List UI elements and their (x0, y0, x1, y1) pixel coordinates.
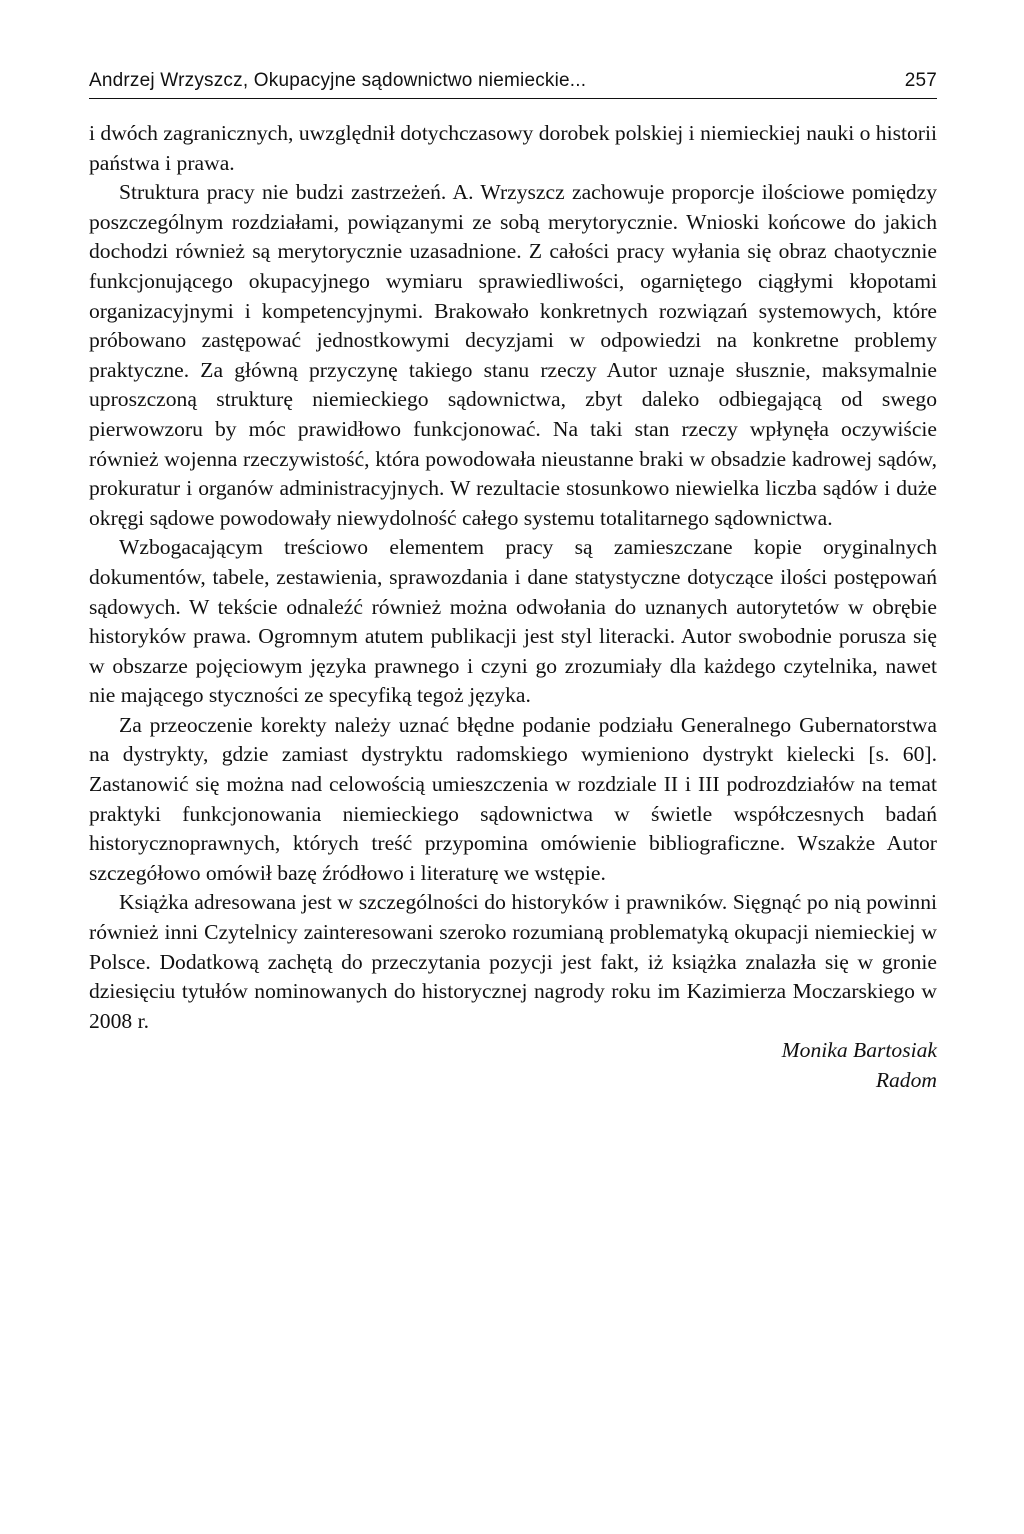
page-number: 257 (904, 70, 937, 91)
running-header (89, 70, 937, 99)
review-signature (89, 1036, 937, 1095)
running-title: Andrzej Wrzyszcz, Okupacyjne sądownictwo niemieckie... (89, 70, 587, 91)
paragraph-audience: Książka adresowana jest w szczególności do historyków i prawników. Sięgnąć po nią powinni również inni Czytelnicy zainteresowani szeroko rozumianą problematyką okupacji niemieckiej w Polsce. Dodatkową zachętą do przeczytania pozycji jest fakt, iż książka znalazła się w gronie dziesięciu tytułów nominowanych do historycznej nagrody roku im Kazimierza Moczarskiego w 2008 r. (89, 890, 937, 1033)
paragraph-enrichment: Wzbogacającym treściowo elementem pracy są zamieszczane kopie oryginalnych dokumentów, tabele, zestawienia, sprawozdania i dane statystyczne dotyczące ilości postępowań sądowych. W tekście odnaleźć również można odwołania do uznanych autorytetów w obrębie historyków prawa. Ogromnym atutem publikacji jest styl literacki. Autor swobodnie porusza się w obszarze pojęciowym języka prawnego i czyni go zrozumiały dla każdego czytelnika, nawet nie mającego styczności ze specyfiką tegoż języka. (89, 535, 937, 708)
paragraph-errata: Za przeoczenie korekty należy uznać błędne podanie podziału Generalnego Gubernatorstwa na dystrykty, gdzie zamiast dystryktu radomskiego wymieniono dystrykt kielecki [s. 60]. Zastanowić się można nad celowością umieszczenia w rozdziale II i III podrozdziałów na temat praktyki funkcjonowania niemieckiego sądownictwa w świetle współczesnych badań historycznoprawnych, których treść przypomina omówienie bibliograficzne. Wszakże Autor szczegółowo omówił bazę źródłowo i literaturę we wstępie. (89, 712, 937, 885)
document-page (89, 70, 937, 1096)
paragraph-continuation: i dwóch zagranicznych, uwzględnił dotychczasowy dorobek polskiej i niemieckiej nauki o historii państwa i prawa. (89, 121, 937, 175)
signature-author: Monika Bartosiak (781, 1038, 937, 1063)
article-body (89, 119, 937, 1036)
signature-place: Radom (875, 1068, 937, 1092)
paragraph-structure: Struktura pracy nie budzi zastrzeżeń. A. Wrzyszcz zachowuje proporcje ilościowe pomiędzy poszczególnym rozdziałami, powiązanymi ze sobą merytorycznie. Wnioski końcowe do jakich dochodzi również są merytorycznie uzasadnione. Z całości pracy wyłania się obraz chaotycznie funkcjonującego okupacyjnego wymiaru sprawiedliwości, ogarniętego ciągłymi kłopotami organizacyjnymi i kompetencyjnymi. Brakowało konkretnych rozwiązań systemowych, które próbowano zastępować jednostkowymi decyzjami w odpowiedzi na konkretne problemy praktyczne. Za główną przyczynę takiego stanu rzeczy Autor uznaje słusznie, maksymalnie uproszczoną strukturę niemieckiego sądownictwa, zbyt daleko odbiegającą od swego pierwowzoru by móc prawidłowo funkcjonować. Na taki stan rzeczy wpłynęła oczywiście również wojenna rzeczywistość, która powodowała nieustanne braki w obsadzie kadrowej sądów, prokuratur i organów administracyjnych. W rezultacie stosunkowo niewielka liczba sądów i duże okręgi sądowe powodowały niewydolność całego systemu totalitarnego sądownictwa. (89, 180, 937, 530)
